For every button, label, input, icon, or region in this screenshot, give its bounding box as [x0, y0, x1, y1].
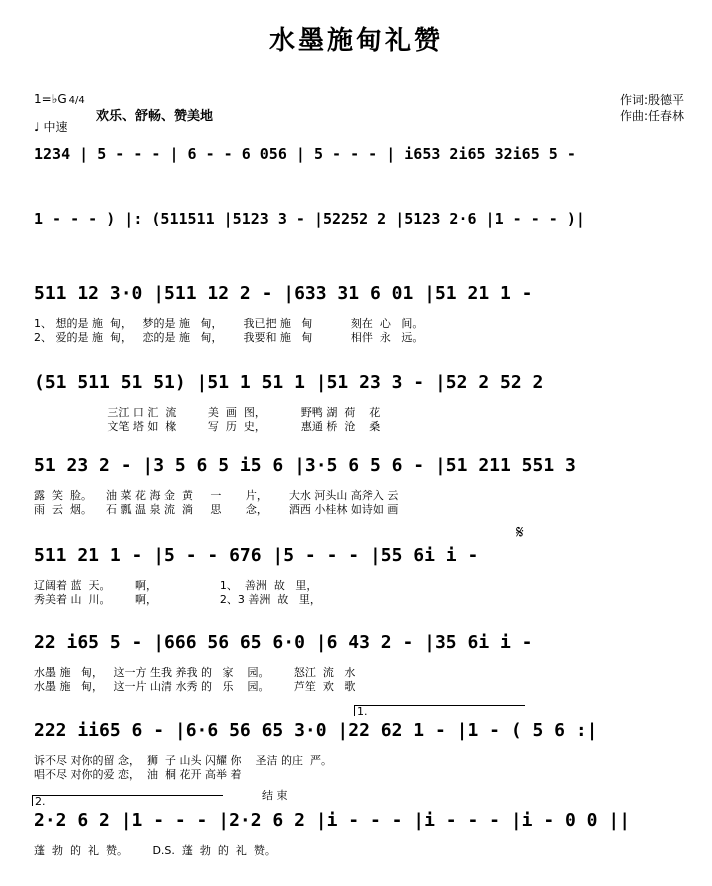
- lyric-line: 三江 口 汇 流 美 画 图， 野鸭 湖 荷 花: [34, 406, 381, 419]
- lyric-line: 秀美着 山 川。 啊， 2、3 善洲 故 里，: [34, 593, 321, 606]
- note-line: 1 - - - ) |: (511511 |5123 3 - |52252 2 |5123 2·6 |1 - - - )|: [34, 210, 585, 228]
- note-line: 511 21 1 - |5 - - 676 |5 - - - |55 6i i -: [34, 545, 479, 566]
- lyric-line: 2、 爱的是 施 甸， 恋的是 施 甸， 我要和 施 甸 相伴 永 远。: [34, 331, 424, 344]
- credits: [620, 92, 684, 124]
- lyric-line: 文笔 塔 如 椽 写 历 史， 惠通 桥 沧 桑: [34, 420, 381, 433]
- lyric-line: 蓬 勃 的 礼 赞。 D.S. 蓬 勃 的 礼 赞。: [34, 844, 276, 857]
- note-line: 2·2 6 2 |1 - - - |2·2 6 2 |i - - - |i - - - |i - 0 0 ||: [34, 810, 631, 831]
- lyric-line: 1、 想的是 施 甸， 梦的是 施 甸， 我已把 施 甸 刻在 心 间。: [34, 317, 424, 330]
- volta-1: 1.: [354, 705, 525, 716]
- song-title: 水墨施甸礼赞: [268, 26, 443, 56]
- lyric-line: 雨 云 烟。 石 瓢 温 泉 流 淌 思 念， 酒西 小桂林 如诗如 画: [34, 503, 399, 516]
- tempo-marking: ♩ 中速: [34, 120, 68, 134]
- mood-marking: 欢乐、舒畅、赞美地: [96, 109, 214, 124]
- note-line: 22 i65 5 - |666 56 65 6·0 |6 43 2 - |35 6i i -: [34, 632, 533, 653]
- note-line: 222 ii65 6 - |6·6 56 65 3·0 |22 62 1 - |1 - ( 5 6 :|: [34, 720, 598, 741]
- lyric-line: 诉不尽 对你的留 念， 狮 子 山头 闪耀 你 圣洁 的庄 严。: [34, 754, 332, 767]
- composer: 作曲:任春林: [619, 109, 684, 123]
- note-line: 1234 | 5 - - - | 6 - - 6 056 | 5 - - - | i653 2i65 32i65 5 -: [34, 145, 576, 163]
- lyric-line: 唱不尽 对你的爱 恋， 油 桐 花开 高举 着: [34, 768, 242, 781]
- lyric-line: 水墨 施 甸， 这一片 山清 水秀 的 乐 园。 芦笙 欢 歌: [34, 680, 356, 693]
- segno-icon: 𝄋: [516, 522, 524, 543]
- note-line: 51 23 2 - |3 5 6 5 i5 6 |3·5 6 5 6 - |51 211 551 3: [34, 455, 576, 476]
- lyricist: 作词:殷德平: [619, 93, 684, 107]
- ending-label: 结 束: [262, 789, 288, 802]
- key-signature: 1=♭G 4/4: [34, 92, 85, 106]
- note-line: 511 12 3·0 |511 12 2 - |633 31 6 01 |51 21 1 -: [34, 283, 533, 304]
- lyric-line: 辽阔着 蓝 天。 啊， 1、 善洲 故 里，: [34, 579, 318, 592]
- volta-2: 2.: [32, 795, 223, 806]
- lyric-line: 露 笑 脸。 油 菜 花 海 金 黄 一 片， 大水 河头山 高斧入 云: [34, 489, 399, 502]
- lyric-line: 水墨 施 甸， 这一方 生我 养我 的 家 园。 怒江 流 水: [34, 666, 356, 679]
- note-line: (51 511 51 51) |51 1 51 1 |51 23 3 - |52 2 52 2: [34, 372, 544, 393]
